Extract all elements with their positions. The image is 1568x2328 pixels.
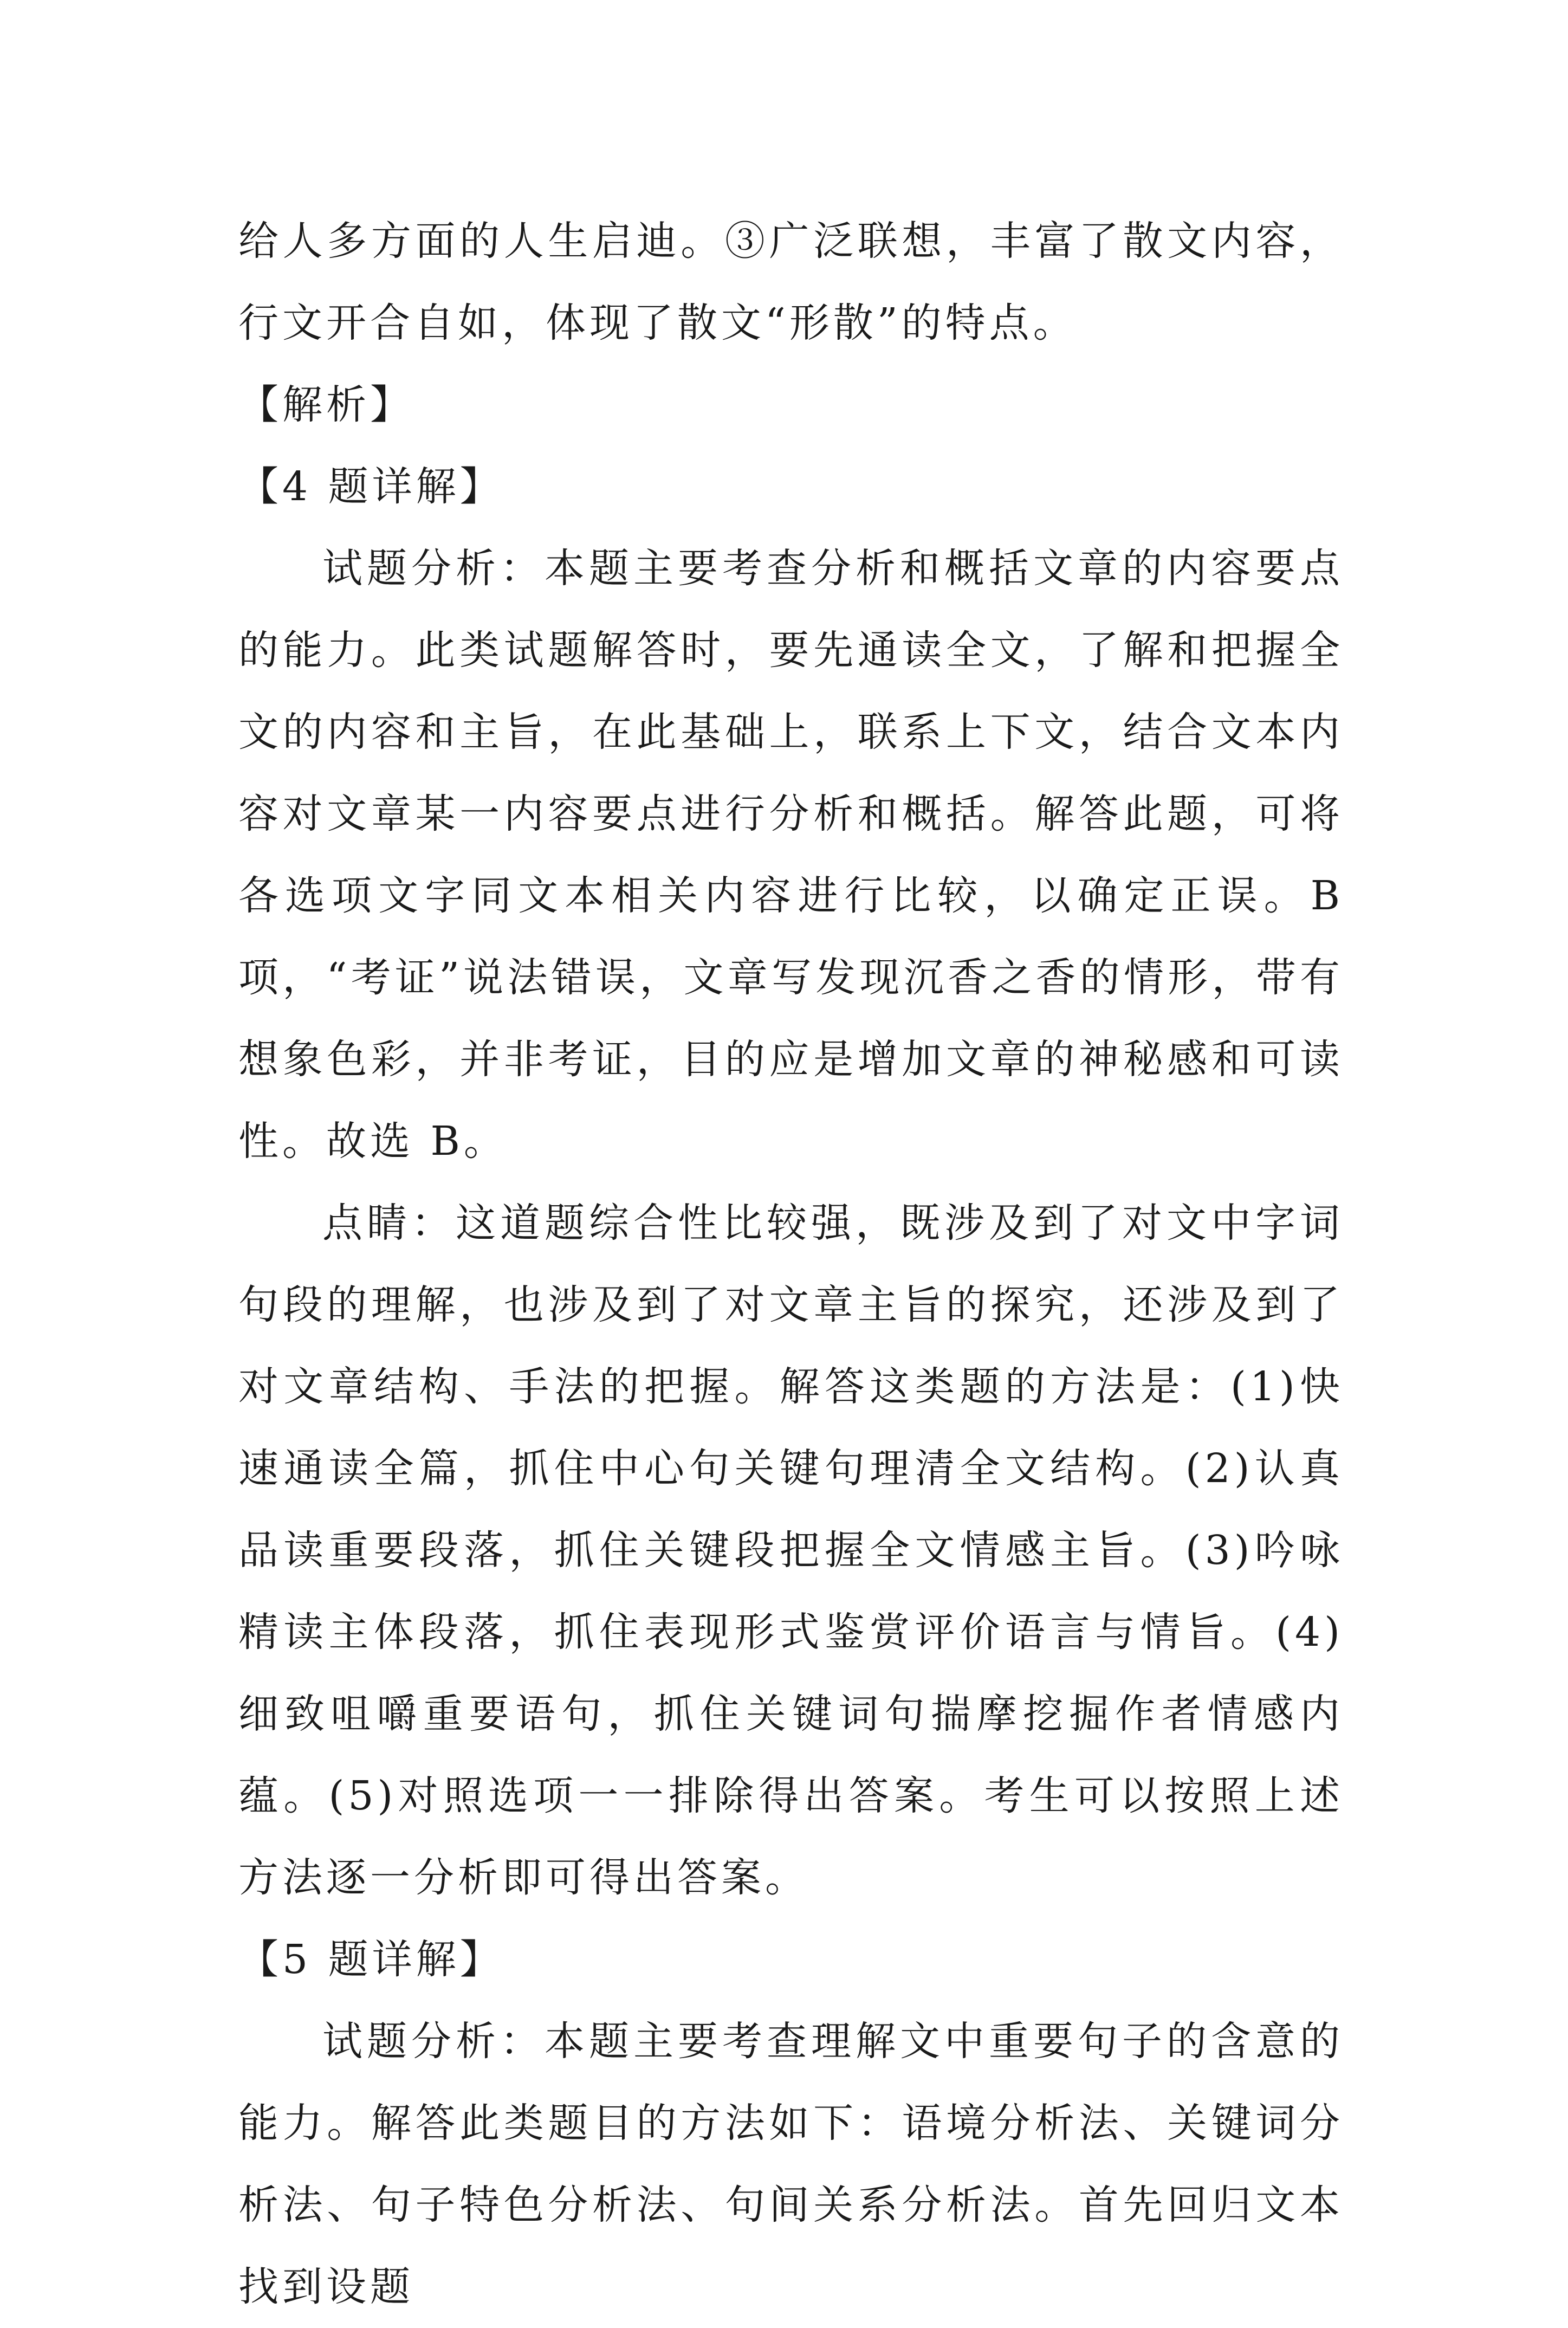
heading-analysis: 【解析】 — [238, 381, 414, 428]
heading-question-5-detail: 【5 题详解】 — [238, 1936, 504, 1983]
paragraph-question-5-analysis: 试题分析：本题主要考查理解文中重要句子的含意的能力。解答此类题目的方法如下：语境分析法、关键词分析法、句子特色分析法、句间关系分析法。首先回归文本找到设题 — [238, 2018, 1344, 2310]
paragraph-question-4-tips: 点睛：这道题综合性比较强，既涉及到了对文中字词句段的理解，也涉及到了对文章主旨的探究，还涉及到了对文章结构、手法的把握。解答这类题的方法是：(1)快速通读全篇，抓住中心句关键句理清全文结构。(2)认真品读重要段落，抓住关键段把握全文情感主旨。(3)吟咏精读主体段落，抓住表现形式鉴赏评价语言与情旨。(4)细致咀嚼重要语句，抓住关键词句揣摩挖掘作者情感内蕴。(5)对照选项一一排除得出答案。考生可以按照上述方法逐一分析即可得出答案。 — [238, 1200, 1344, 1901]
paragraph-continued-answer: 给人多方面的人生启迪。③广泛联想，丰富了散文内容，行文开合自如，体现了散文“形散”的特点。 — [238, 218, 1344, 346]
paragraph-question-4-analysis: 试题分析：本题主要考查分析和概括文章的内容要点的能力。此类试题解答时，要先通读全文，了解和把握全文的内容和主旨，在此基础上，联系上下文，结合文本内容对文章某一内容要点进行分析和概括。解答此题，可将各选项文字同文本相关内容进行比较，以确定正误。B 项，“考证”说法错误，文章写发现沉香之香的情形，带有想象色彩，并非考证，目的应是增加文章的神秘感和可读性。故选 B。 — [238, 545, 1344, 1165]
heading-question-4-detail: 【4 题详解】 — [238, 463, 504, 510]
document-body — [238, 201, 1344, 2328]
